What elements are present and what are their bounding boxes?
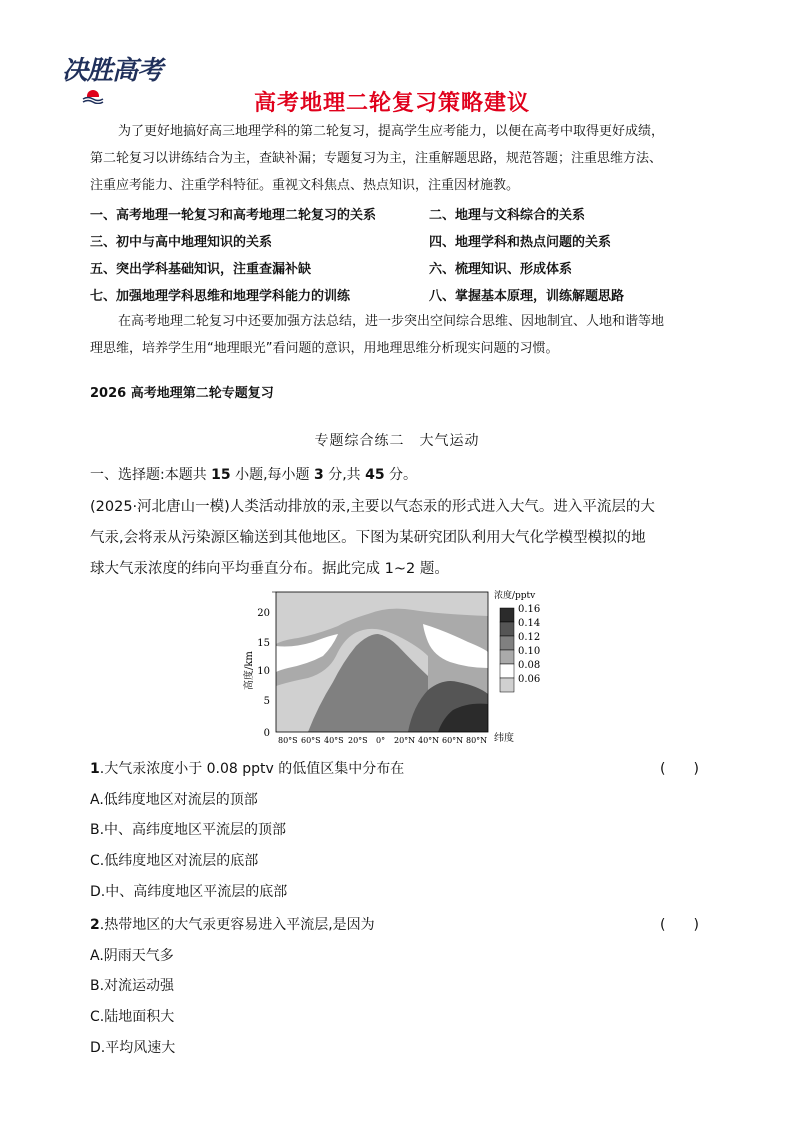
point-item: 三、初中与高中地理知识的关系 [90, 235, 273, 250]
intro-line: 第二轮复习以讲练结合为主，查缺补漏；专题复习为主，注重解题思路，规范答题；注重思维方法、 [90, 151, 663, 166]
sunrise-icon [82, 86, 104, 104]
exercise-heading: 专题综合练二 大气运动 [314, 433, 480, 449]
point-row [90, 258, 730, 284]
point-item: 一、高考地理一轮复习和高考地理二轮复习的关系 [90, 208, 377, 223]
option-d[interactable]: D.平均风速大 [90, 1040, 176, 1056]
logo-text: 决胜高考 [62, 56, 163, 86]
point-item: 八、掌握基本原理，训练解题思路 [429, 289, 625, 304]
legend-value: 0.06 [518, 674, 541, 685]
intro-line: 注重应考能力、注重学科特征。重视文科焦点、热点知识，注重因材施教。 [90, 178, 520, 193]
x-tick: 20°S [348, 736, 368, 745]
method-line: 在高考地理二轮复习中还要加强方法总结，进一步突出空间综合思维、因地制宜、人地和谐等地 [118, 314, 665, 329]
passage-line: (2025·河北唐山一模)人类活动排放的汞,主要以气态汞的形式进入大气。进入平流层的大 [90, 499, 655, 515]
point-item: 六、梳理知识、形成体系 [429, 262, 573, 277]
method-paragraph [90, 308, 715, 362]
method-line: 理思维，培养学生用“地理眼光”看问题的意识，用地理思维分析现实问题的习惯。 [90, 341, 559, 356]
point-row [90, 231, 730, 257]
page-title: 高考地理二轮复习策略建议 [254, 91, 531, 116]
point-row [90, 204, 730, 230]
legend-swatch [500, 678, 514, 692]
passage-line: 气汞,会将汞从污染源区输送到其他地区。下图为某研究团队利用大气化学模型模拟的地 [90, 530, 646, 546]
legend-value: 0.10 [518, 646, 541, 657]
legend-swatch [500, 650, 514, 664]
option-a[interactable]: A.阴雨天气多 [90, 948, 174, 964]
y-tick: 20 [257, 608, 270, 619]
y-tick: 0 [263, 728, 270, 739]
y-tick: 5 [263, 696, 270, 707]
point-item: 七、加强地理学科思维和地理学科能力的训练 [90, 289, 351, 304]
option-b[interactable]: B.中、高纬度地区平流层的顶部 [90, 822, 287, 838]
intro-line: 为了更好地搞好高三地理学科的第二轮复习，提高学生应考能力，以便在高考中取得更好成绩， [118, 124, 665, 139]
x-tick: 80°N [466, 736, 488, 745]
legend-value: 0.08 [518, 660, 541, 671]
option-c[interactable]: C.陆地面积大 [90, 1009, 175, 1025]
y-axis-label: 高度/km [244, 651, 255, 690]
option-d[interactable]: D.中、高纬度地区平流层的底部 [90, 884, 288, 900]
question-1: 1.大气汞浓度小于 0.08 pptv 的低值区集中分布在 [90, 761, 405, 777]
legend-swatch [500, 608, 514, 622]
x-tick: 60°S [301, 736, 321, 745]
mercury-concentration-figure [238, 586, 558, 746]
logo [62, 50, 172, 106]
legend-value: 0.12 [518, 632, 541, 643]
x-tick: 0° [376, 736, 386, 745]
legend-swatch [500, 664, 514, 678]
x-tick: 20°N [394, 736, 416, 745]
legend-value: 0.16 [518, 604, 541, 615]
legend [500, 604, 540, 692]
x-tick: 60°N [442, 736, 464, 745]
question-2: 2.热带地区的大气汞更容易进入平流层,是因为 [90, 917, 375, 933]
x-tick: 80°S [278, 736, 298, 745]
point-item: 五、突出学科基础知识，注重查漏补缺 [90, 262, 312, 277]
legend-swatch [500, 636, 514, 650]
answer-blank[interactable]: ( ) [660, 761, 699, 777]
legend-value: 0.14 [518, 618, 541, 629]
option-a[interactable]: A.低纬度地区对流层的顶部 [90, 792, 258, 808]
intro-paragraph [90, 118, 715, 199]
point-item: 二、地理与文科综合的关系 [429, 208, 586, 223]
sub-heading: 2026 高考地理第二轮专题复习 [90, 386, 274, 401]
legend-title: 浓度/pptv [494, 591, 536, 601]
question-passage [90, 492, 710, 585]
x-tick: 40°S [324, 736, 344, 745]
passage-line: 球大气汞浓度的纬向平均垂直分布。据此完成 1~2 题。 [90, 561, 449, 577]
section-instruction: 一、选择题:本题共 15 小题,每小题 3 分,共 45 分。 [90, 467, 418, 483]
x-axis [278, 736, 487, 745]
answer-blank[interactable]: ( ) [660, 917, 699, 933]
y-axis [257, 592, 276, 739]
x-axis-label: 纬度 [494, 733, 514, 744]
legend-swatch [500, 622, 514, 636]
y-tick: 10 [257, 666, 270, 677]
y-tick: 15 [257, 638, 270, 649]
option-b[interactable]: B.对流运动强 [90, 978, 175, 994]
point-item: 四、地理学科和热点问题的关系 [429, 235, 612, 250]
x-tick: 40°N [418, 736, 440, 745]
option-c[interactable]: C.低纬度地区对流层的底部 [90, 853, 259, 869]
